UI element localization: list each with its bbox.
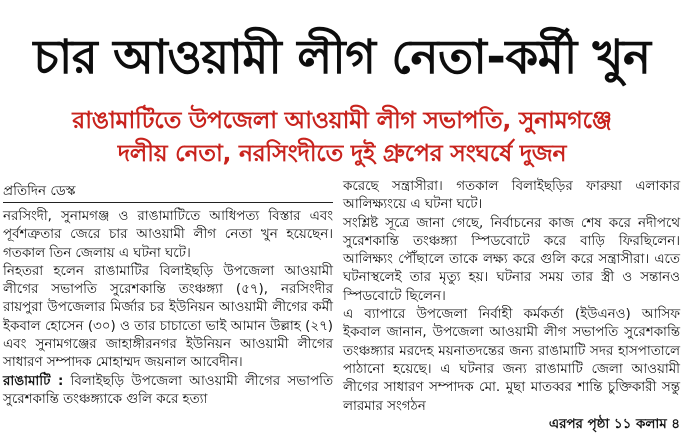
byline-divider	[3, 202, 333, 203]
right-column	[343, 178, 680, 434]
paragraph-sources: সংশ্লিষ্ট সূত্রে জানা গেছে, নির্বাচনের কাজ শেষ করে নদীপথে সুরেশকান্তি তংঞ্চঙ্গ্যা স্পিডবোটে করে বাড়ি ফিরছিলেন। আলিক্ষ্যং পৌঁছালে তাকে লক্ষ্য করে গুলি করে সন্ত্রাসীরা। এতে ঘটনাস্থলেই তার মৃত্যু হয়। ঘটনার সময় তার স্ত্রী ও সন্তানও স্পিডবোটে ছিলেন।	[343, 215, 680, 304]
continued-on-page[interactable]: এরপর পৃষ্ঠা ১১ কলাম ৪	[548, 416, 680, 432]
paragraph-intro: নরসিংদী, সুনামগঞ্জ ও রাঙামাটিতে আধিপত্য বিস্তার এবং পূর্বশত্রুতার জেরে চার আওয়ামী লীগ নেতা খুন হয়েছেন। গতকাল তিন জেলায় এ ঘটনা ঘটে।	[3, 209, 333, 261]
byline: প্রতিদিন ডেস্ক	[3, 183, 76, 199]
dateline-rangamati: রাঙামাটি :	[3, 373, 64, 389]
paragraph-continuation: করেছে সন্ত্রাসীরা। গতকাল বিলাইছড়ির ফারুয়া এলাকার আলিক্ষ্যংয়ে এ ঘটনা ঘটে।	[343, 179, 680, 213]
paragraph-victims: নিহতরা হলেন রাঙামাটির বিলাইছড়ি উপজেলা আওয়ামী লীগের সভাপতি সুরেশকান্তি তংঞ্চঙ্গ্যা (৫৭), নরসিংদীর রায়পুরা উপজেলার মির্জার চর ইউনিয়ন আওয়ামী লীগের কর্মী ইকবাল হোসেন (৩০) ও তার চাচাতো ভাই আমান উল্লাহ (২৭) এবং সুনামগঞ্জের জাহাঙ্গীরনগর ইউনিয়ন আওয়ামী লীগের সাধারণ সম্পাদক মোহাম্মদ জয়নাল আবেদীন।	[3, 263, 333, 371]
paragraph-uno-statement: এ ব্যাপারে উপজেলা নির্বাহী কর্মকর্তা (ইউএনও) আসিফ ইকবাল জানান, উপজেলা আওয়ামী লীগ সভাপতি সুরেশকান্তি তংঞ্চঙ্গ্যার মরদেহ ময়নাতদন্তের জন্য রাঙামাটি সদর হাসপাতালে পাঠানো হয়েছে। এ ঘটনার জন্য রাঙামাটি জেলা আওয়ামী লীগের সাধারণ সম্পাদক মো. মুছা মাতব্বর শান্তি চুক্তিকারী সন্তু লারমার সংগঠন	[343, 307, 680, 414]
paragraph-rangamati	[3, 373, 333, 410]
subheadline-line-1: রাঙামাটিতে উপজেলা আওয়ামী লীগ সভাপতি, সুনামগঞ্জে	[72, 106, 612, 134]
paragraph-rangamati-text: বিলাইছড়ি উপজেলা আওয়ামী লীগের সভাপতি সুরেশকান্তি তংঞ্চঙ্গ্যাকে গুলি করে হত্যা	[3, 373, 333, 407]
left-column	[3, 208, 333, 409]
subheadline-line-2: দলীয় নেতা, নরসিংদীতে দুই গ্রুপের সংঘর্ষে দুজন	[117, 139, 567, 167]
headline: চার আওয়ামী লীগ নেতা-কর্মী খুন	[33, 30, 651, 85]
